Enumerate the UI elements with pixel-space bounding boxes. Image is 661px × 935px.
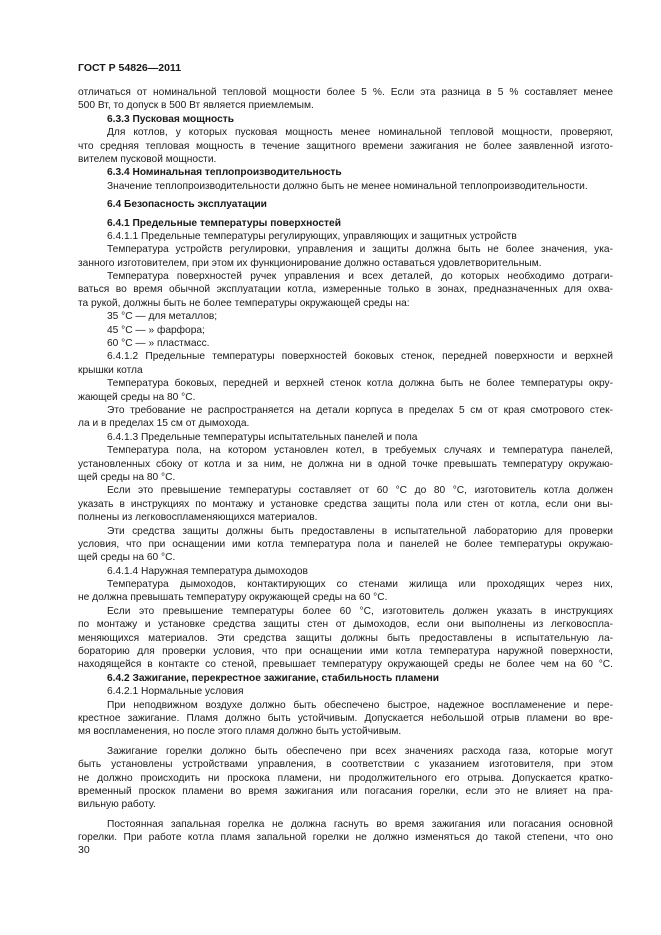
text-line: 60 °С — » пластмасс. xyxy=(107,338,210,350)
text-line: 6.4.1.1 Предельные температуры регулирующих, управляющих и защитных устройств xyxy=(107,230,517,242)
text-line: вильную работу. xyxy=(78,799,156,811)
text-line: Это требование не распространяется на детали корпуса в пределах 5 см от края смотрового стек- xyxy=(107,404,613,416)
text-line: 6.4.2.1 Нормальные условия xyxy=(107,686,244,698)
text-line: 6.4.1.2 Предельные температуры поверхностей боковых стенок, передней поверхности и верхней xyxy=(107,351,613,363)
text-line: мя воспламенения, но после этого пламя должно быть устойчивым. xyxy=(78,726,402,738)
text-line: При неподвижном воздухе должно быть обеспечено быстрое, надежное воспламенение и пере- xyxy=(107,699,613,711)
text-line: крышки котла xyxy=(78,364,143,376)
text-line: установленных сбоку от котла и за ним, не должна ни в одной точке превышать температуру окружаю- xyxy=(78,458,613,470)
text-line: меняющихся материалов. Эти средства защиты должны быть предоставлены в испытательную ла- xyxy=(78,632,613,644)
text-line: щей среды на 60 °С. xyxy=(78,552,176,564)
text-line: отличаться от номинальной тепловой мощности более 5 %. Если эта разница в 5 % составляет менее xyxy=(78,87,613,98)
text-line: не должно происходить ни проскока пламени, ни продолжительного его отрыва. Допускается кратко- xyxy=(78,772,613,784)
text-line: по монтажу и установке средства защиты стен от дымоходов, если они выполнены из легковоспла- xyxy=(78,619,613,631)
page-number: 30 xyxy=(78,844,90,856)
text-line: 6.3.4 Номинальная теплопроизводительность xyxy=(107,167,342,179)
text-line: находящейся в контакте со стеной, превышает температуру окружающей среды не более чем на 60 °С. xyxy=(78,659,613,671)
text-line: та рукой, должны быть не более температуры окружающей среды на: xyxy=(78,297,410,309)
text-line: временный проскок пламени во время зажигания или погасания горелки, если это не влияет на пра- xyxy=(78,785,613,797)
text-line: Если это превышение температуры более 60 °С, изготовитель должен указать в инструкциях xyxy=(107,605,613,617)
text-line: Эти средства защиты должны быть предоставлены в испытательной лабораторию для проверки xyxy=(107,525,613,537)
text-line: 45 °С — » фарфора; xyxy=(107,324,205,336)
text-line: горелки. При работе котла пламя запальной горелки не должно изменяться до такой степени, что оно xyxy=(78,832,613,844)
text-line: занного изготовителем, при этом их функционирование должно оставаться удовлетворительным. xyxy=(78,257,542,269)
text-line: бораторию для проверки условия, что при оснащении ими котла температура наружной поверхности, xyxy=(78,646,613,658)
text-line: 35 °С — для металлов; xyxy=(107,311,218,323)
text-line: Температура дымоходов, контактирующих со стенами жилища или проходящих через них, xyxy=(107,579,613,591)
text-line: Значение теплопроизводительности должно быть не менее номинальной теплопроизводительности. xyxy=(107,180,588,192)
text-line: 6.4.1.3 Предельные температуры испытательных панелей и пола xyxy=(107,431,418,443)
text-line: указать в инструкциях по монтажу и установке средства защиты пола или стен от котла, если они вы- xyxy=(78,498,613,510)
text-line: ла и в пределах 15 см от дымохода. xyxy=(78,418,250,430)
text-line: Температура устройств регулировки, управления и защиты должна быть не более значения, ука- xyxy=(107,244,613,256)
text-line: щей среды на 80 °С. xyxy=(78,471,176,483)
text-line: Для котлов, у которых пусковая мощность менее номинальной тепловой мощности, проверяют, xyxy=(107,127,613,139)
text-line: Постоянная запальная горелка не должна гаснуть во время зажигания или погасания основной xyxy=(107,818,613,830)
text-line: 500 Вт, то допуск в 500 Вт является приемлемым. xyxy=(78,100,314,112)
text-line: условия, что при оснащении ими котла температура пола и панелей не более температуры окружаю- xyxy=(78,538,613,550)
text-line: быть установлены устройствами управления, в соответствии с указанием изготовителя, при этом xyxy=(78,759,613,771)
text-line: Температура боковых, передней и верхней стенок котла должна быть не более температуры окру- xyxy=(107,378,613,390)
text-line: 6.4.1.4 Наружная температура дымоходов xyxy=(107,565,308,577)
text-line: жающей среды на 80 °С. xyxy=(78,391,196,403)
text-line: Если это превышение температуры составляет от 60 °С до 80 °С, изготовитель котла должен xyxy=(107,485,613,497)
text-line: 6.4.1 Предельные температуры поверхностей xyxy=(107,217,341,229)
text-line: Температура пола, на котором установлен котел, в требуемых случаях и температура панелей, xyxy=(107,445,613,457)
text-line: не должна превышать температуру окружающей среды на 60 °С. xyxy=(78,592,388,604)
text-line: 6.3.3 Пусковая мощность xyxy=(107,113,235,125)
page-header-standard: ГОСТ Р 54826—2011 xyxy=(78,62,182,74)
text-line: вителем пусковой мощности. xyxy=(78,153,217,165)
text-line: полнены из легковоспламеняющихся материалов. xyxy=(78,512,318,524)
text-line: ваться во время обычной эксплуатации котла, измеренные только в зонах, предназначенных для охва- xyxy=(78,284,613,296)
document-body xyxy=(78,86,613,844)
text-line: крестное зажигание. Пламя должно быть устойчивым. Допускается небольшой отрыв пламени во вре- xyxy=(78,712,613,724)
text-line: 6.4.2 Зажигание, перекрестное зажигание, стабильность пламени xyxy=(107,672,440,684)
text-line: Зажигание горелки должно быть обеспечено при всех значениях расхода газа, которые могут xyxy=(107,745,613,757)
text-line: 6.4 Безопасность эксплуатации xyxy=(107,199,267,211)
text-line: Температура поверхностей ручек управления и всех деталей, до которых необходимо дотраги- xyxy=(107,271,613,283)
text-line: что средняя тепловая мощность в течение защитного времени зажигания не более заявленной изгото- xyxy=(78,140,613,152)
